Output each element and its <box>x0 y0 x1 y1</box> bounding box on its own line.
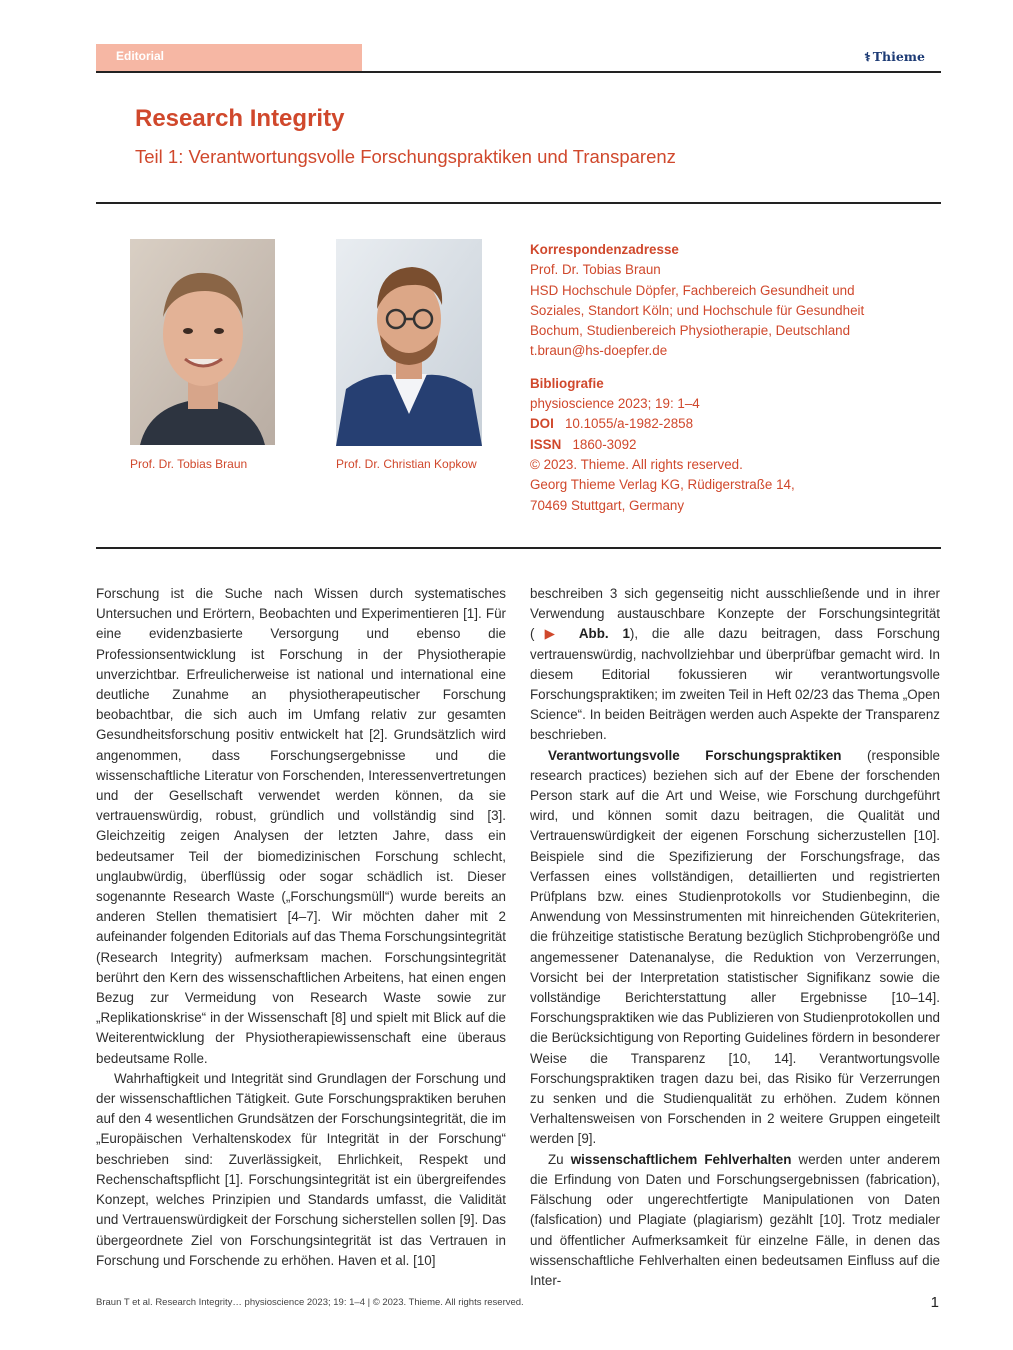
section-label: Editorial <box>96 44 362 71</box>
correspondence-line: Bochum, Studienbereich Physiotherapie, Deutschland <box>530 323 851 339</box>
correspondence-line: Prof. Dr. Tobias Braun <box>530 262 661 278</box>
author-photo-kopkow <box>336 239 482 446</box>
body-paragraph: Forschung ist die Suche nach Wissen durch systematisches Untersuchen und Erörtern, Beobachten und Experimentieren [1]. Für eine evidenzbasierte Versorgung und ebenso die Professionsentwicklung ist Forschung in der Physiotherapie unverzichtbar. Erfreulicherweise ist national und international eine deutliche Zunahme an physiotherapeutischer Forschung beobachtbar, die sich auch im Umfang relativ zur gesamten Gesundheitsforschung positiv entwickelt hat [2]. Grundsätzlich wird angenommen, dass Forschungsergebnisse und die wissenschaftliche Literatur von Forschenden, Interessenvertretungen und der Gesellschaft verwendet werden können, da sie vertrauenswürdig, robust, gründlich und vollständig sind [3]. Gleichzeitig zeigen Analysen der letzten Jahre, dass ein bedeutsamer Teil der biomedizinischen Forschung schlecht, unglaubwürdig, überflüssig oder sogar schädlich ist. Dieser sogenannte Research Waste („Forschungsmüll“) wurde bereits an anderen Stellen thematisiert [4–7]. Wir möchten daher mit 2 aufeinander folgenden Editorials auf das Thema Forschungsintegrität (Research Integrity) aufmerksam machen. Forschungsintegrität berührt den Kern des wissenschaftlichen Arbeitens, hat einen engen Bezug zur Vermeidung von Research Waste sowie zur „Replikationskrise“ in der Wissenschaft [8] und spielt mit Blick auf die Weiterentwicklung der Physiotherapiewissenschaft eine überaus bedeutsame Rolle. <box>96 586 506 1066</box>
page-number: 1 <box>930 1294 939 1311</box>
figure-arrow-icon: ▶ <box>534 626 566 642</box>
footer-citation: Braun T et al. Research Integrity… physioscience 2023; 19: 1–4 | © 2023. Thieme. All rights reserved. <box>96 1297 524 1308</box>
body-text: (responsible research practices) beziehen sich auf der Ebene der forschenden Person stark auf die Art und Weise, wie Forschung durchgeführt wird, und können somit dazu beitragen, die Qualität und Vertrauenswürdigkeit der eigenen Forschung sicherzustellen [10]. Beispiele sind die Spezifizierung der Forschungsfrage, das Verfassen eines vollständigen, detaillierten und registrierten Prüfplans bzw. eines Studienprotokolls vor Studienbeginn, die Anwendung von Messinstrumenten mit hinreichenden Gütekriterien, die frühzeitige statistische Beratung bezüglich Stichprobengröße und angemessener Datenanalyse, die Reduktion von Verzerrungen, Vorsicht bei der Interpretation statistischer Signifikanz sowie die vollständige Berichterstattung aller Ergebnisse [10–14]. Forschungspraktiken wie das Publizieren von Studienprotokollen und die Berücksichtigung von Reporting Guidelines fördern in besonderer Weise die Transparenz [10, 14]. Verantwortungsvolle Forschungspraktiken tragen dazu bei, das Risiko für Verzerrungen zu senken und die Studienqualität zu erhöhen. Zudem können Verhaltensweisen von Forschenden in 2 weitere Gruppen eingeteilt werden [9]. <box>530 747 940 1147</box>
correspondence-email[interactable]: t.braun@hs-doepfer.de <box>530 343 668 359</box>
body-text: werden unter anderem die Erfindung von Daten und Forschungsergebnissen (fabrication), Fälschung oder ungerechtfertigte Manipulationen von Daten (falsfication) und Plagiate (plagiarism) gezählt [10]. Trotz medialer und öffentlicher Aufmerksamkeit für einzelne Fälle, in denen das wissenschaftliche Fehlverhalten einen bedeutsamen Einfluss auf die Inter- <box>530 1151 940 1288</box>
issn-value: 1860-3092 <box>572 436 637 452</box>
correspondence-line: Soziales, Standort Köln; und Hochschule für Gesundheit <box>530 302 865 318</box>
info-rule <box>96 547 941 549</box>
thieme-logo-icon: ⚕ <box>864 50 871 64</box>
body-emphasis: wissenschaftlichem Fehlverhalten <box>570 1151 792 1167</box>
body-paragraph <box>530 584 940 746</box>
title-rule <box>96 202 941 204</box>
author-caption-kopkow: Prof. Dr. Christian Kopkow <box>336 457 477 471</box>
doi-label: DOI <box>530 416 554 432</box>
body-column-left <box>96 584 506 1271</box>
correspondence-heading: Korrespondenzadresse <box>530 242 679 257</box>
article-subtitle: Teil 1: Verantwortungsvolle Forschungspraktiken und Transparenz <box>135 146 676 167</box>
bibliography-copyright: © 2023. Thieme. All rights reserved. <box>530 456 743 472</box>
publisher-name: Thieme <box>872 49 925 64</box>
bibliography-heading: Bibliografie <box>530 375 604 391</box>
bibliography-issn-row <box>530 435 930 455</box>
bibliography-journal: physioscience 2023; 19: 1–4 <box>530 396 700 412</box>
publisher-logo <box>864 49 925 64</box>
body-paragraph: Wahrhaftigkeit und Integrität sind Grundlagen der Forschung und der wissenschaftlichen Tätigkeit. Gute Forschungspraktiken beruhen auf den 4 wesentlichen Grundsätzen der Forschungsintegrität, die im „Europäischen Verhaltenskodex für Integrität in der Forschung“ beschrieben sind: Zuverlässigkeit, Ehrlichkeit, Respekt und Rechenschaftspflicht [1]. Forschungsintegrität ist ein übergreifendes Konzept, welches Prinzipien und Standards umfasst, die Validität und Vertrauenswürdigkeit der Forschung sicherstellen sollen [9]. Das übergeordnete Ziel von Forschungsintegrität ist das Vertrauen in Forschung und Forschende zu erhöhen. Haven et al. [10] <box>96 1070 506 1268</box>
body-paragraph <box>530 746 940 1150</box>
author-caption-braun: Prof. Dr. Tobias Braun <box>130 457 248 471</box>
doi-value[interactable]: 10.1055/a-1982-2858 <box>564 416 694 432</box>
header-rule <box>96 71 941 73</box>
bibliography-doi-row <box>530 414 930 434</box>
body-text: ), die alle dazu beitragen, dass Forschung vertrauenswürdig, nachvollziehbar und überprüfbar gemacht wird. In diesem Editorial fokussieren wir verantwortungsvolle Forschungspraktiken; im zweiten Teil in Heft 02/23 das Thema „Open Science“. In beiden Beiträgen werden auch Aspekte der Transparenz beschrieben. <box>530 626 940 743</box>
figure-reference-link[interactable]: Abb. 1 <box>578 626 630 642</box>
body-text: beschreiben 3 sich gegenseitig nicht ausschließende und in ihrer Verwendung austauschbare Konzepte der Forschungsintegrität ( <box>530 586 940 642</box>
issn-label: ISSN <box>530 436 562 452</box>
bibliography-address: Georg Thieme Verlag KG, Rüdigerstraße 14, <box>530 477 795 493</box>
correspondence-block <box>530 240 930 516</box>
bibliography-address: 70469 Stuttgart, Germany <box>530 497 685 513</box>
body-text: Zu <box>548 1151 571 1167</box>
body-emphasis: Verantwortungsvolle Forschungspraktiken <box>548 747 842 763</box>
author-photo-braun <box>130 239 275 445</box>
article-title: Research Integrity <box>135 105 345 132</box>
body-column-right <box>530 584 940 1291</box>
correspondence-line: HSD Hochschule Döpfer, Fachbereich Gesundheit und <box>530 282 855 298</box>
body-paragraph <box>530 1150 940 1291</box>
